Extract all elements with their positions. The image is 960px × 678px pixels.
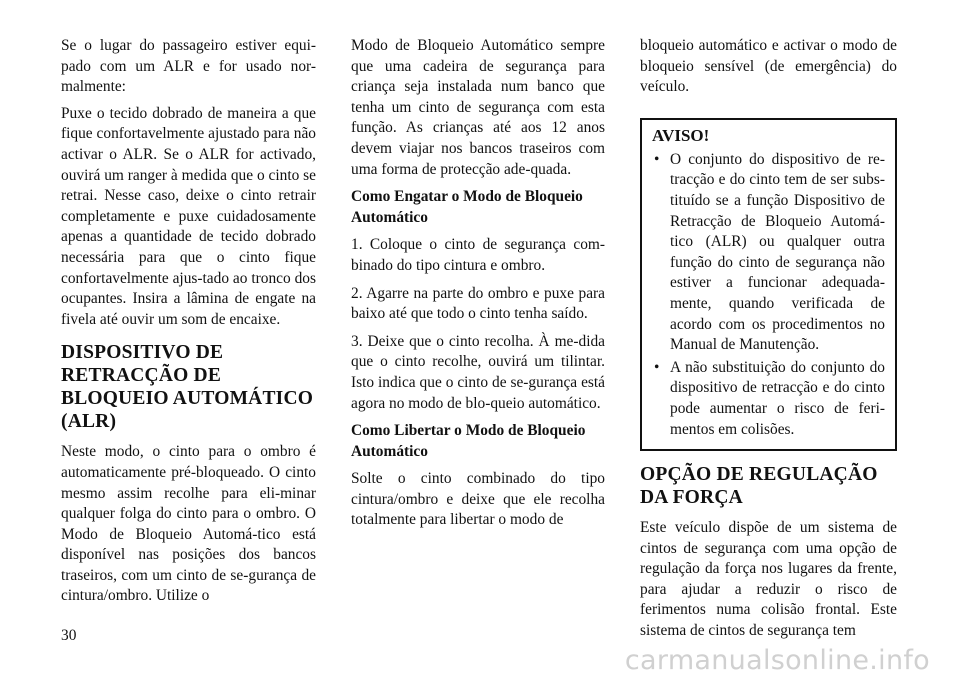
step-1: 1. Coloque o cinto de segurança com-binado do tipo cintura e ombro.: [351, 236, 605, 274]
watermark: carmanualsonline.info: [624, 645, 930, 676]
subheading-engage: Como Engatar o Modo de Bloqueio Automático: [351, 188, 583, 226]
paragraph-child-seat: Modo de Bloqueio Automático sempre que uma cadeira de segurança para criança seja instalada num banco que tenha um cinto de segurança com esta função. As crianças até aos 12 anos devem viajar nos bancos traseiros com uma forma de protecção ade-quada.: [351, 37, 605, 178]
section-heading-force: OPÇÃO DE REGULAÇÃO DA FORÇA: [640, 464, 878, 509]
subheading-release: Como Libertar o Modo de Bloqueio Automático: [351, 422, 586, 460]
section-heading-alr: DISPOSITIVO DE RETRACÇÃO DE BLOQUEIO AUTOMÁTICO (ALR): [61, 342, 314, 433]
column-1: [61, 36, 316, 614]
paragraph-alr-mode: Neste modo, o cinto para o ombro é automaticamente pré-bloqueado. O cinto mesmo assim recolhe para eli-minar qualquer folga do cinto para o ombro. O Modo de Bloqueio Automá-tico está disponível nas posições dos bancos traseiros, com um cinto de se-gurança de cintura/ombro. Utilize o: [61, 443, 316, 605]
warning-box: [640, 118, 897, 451]
column-3: [640, 36, 897, 649]
step-3: 3. Deixe que o cinto recolha. À me-dida que o cinto recolhe, ouvirá um tilintar. Isto indica que o cinto de se-gurança está agora no modo de blo-queio automático.: [351, 332, 605, 412]
paragraph-alr-instructions: Puxe o tecido dobrado de maneira a que fique confortavelmente ajustado para não activar o ALR. Se o ALR for activado, ouvirá um ranger à medida que o cinto se retrai. Nesse caso, deixe o cinto retrair completamente e puxe cuidadosamente apenas a quantidade de tecido dobrado necessária para que o cinto fique confortavelmente ajus-tado ao tronco dos ocupantes. Insira a lâmina de engate na fivela até ouvir um som de encaixe.: [61, 104, 316, 328]
warning-title: AVISO!: [652, 125, 710, 145]
paragraph-continuation: bloqueio automático e activar o modo de bloqueio sensível (de emergência) do veículo.: [640, 37, 897, 96]
warning-list: [652, 150, 885, 440]
paragraph-intro: Se o lugar do passageiro estiver equi-pado com um ALR e for usado nor-malmente:: [61, 37, 316, 96]
bullet-icon: •: [654, 150, 660, 168]
warning-item: • O conjunto do dispositivo de re-tracção e do cinto tem de ser subs-tituído se a função Dispositivo de Retracção de Bloqueio Automá-tico (ALR) ou qualquer outra função do cinto de segurança não estiver a funcionar adequada-mente, quando verificada de acordo com os procedimentos no Manual de Manutenção.: [654, 150, 885, 354]
step-2: 2. Agarre na parte do ombro e puxe para baixo até que todo o cinto tenha saído.: [351, 284, 605, 323]
warning-item: • A não substituição do conjunto do dispositivo de retracção e do cinto pode aumentar o risco de feri-mentos em colisões.: [654, 358, 885, 438]
page-number: 30: [61, 627, 77, 644]
paragraph-force: Este veículo dispõe de um sistema de cintos de segurança com uma opção de regulação da força nos lugares da frente, para ajudar a reduzir o risco de ferimentos numa colisão frontal. Este sistema de cintos de segurança tem: [640, 519, 897, 640]
column-2: [351, 36, 605, 538]
paragraph-release: Solte o cinto combinado do tipo cintura/ombro e deixe que ele recolha totalmente para libertar o modo de: [351, 470, 605, 529]
bullet-icon: •: [654, 358, 660, 376]
